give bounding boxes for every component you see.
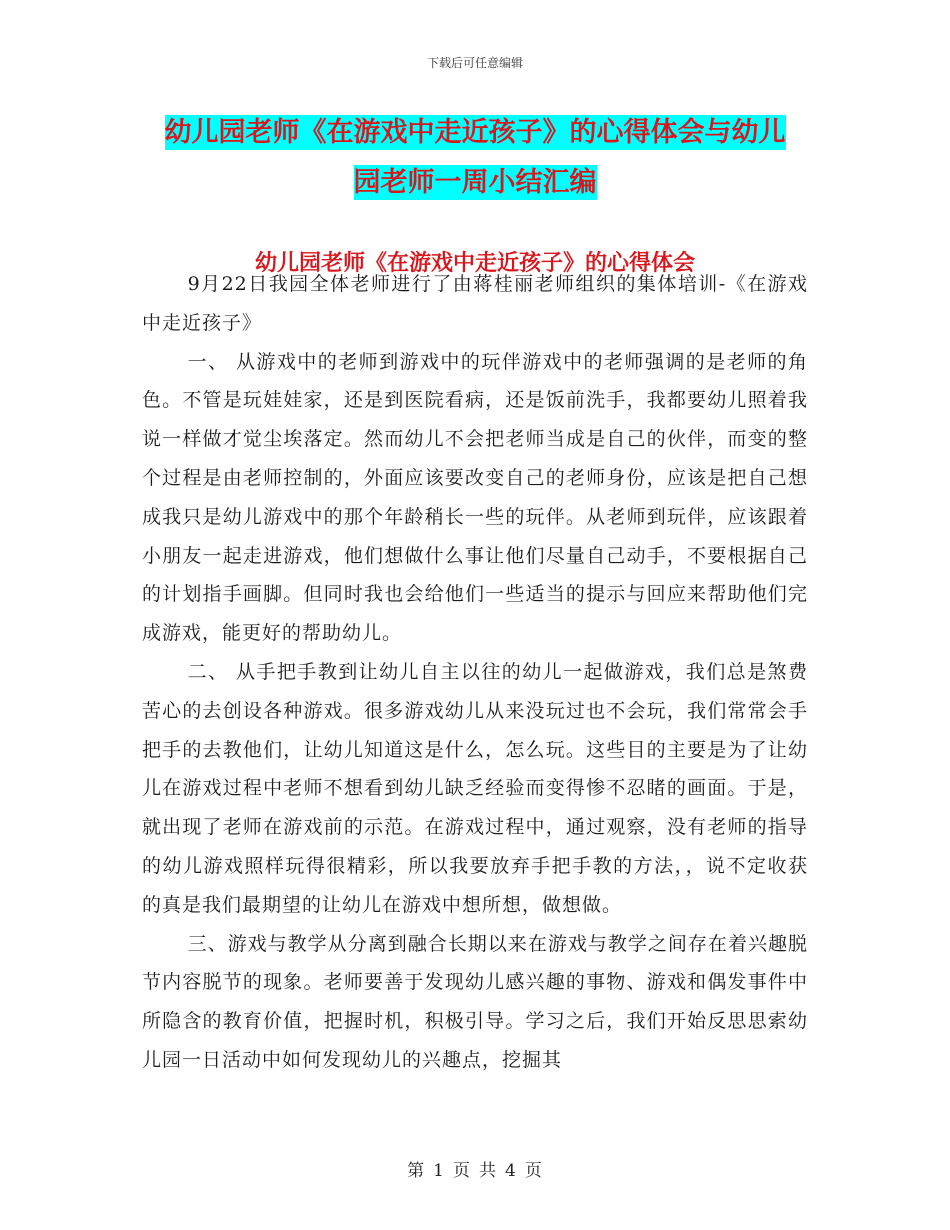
header-note: 下载后可任意编辑 (426, 56, 523, 70)
footer-page-number: 1 (433, 1161, 445, 1181)
section-title: 幼儿园老师《在游戏中走近孩子》的心得体会 (254, 250, 695, 276)
footer-page-unit: 页 (453, 1161, 471, 1181)
footer-total-prefix: 共 (479, 1161, 497, 1181)
paragraph-intro: 9月22日我园全体老师进行了由蒋桂丽老师组织的集体培训-《在游戏中走近孩子》 (142, 273, 808, 334)
paragraph-point-2: 二、 从手把手教到让幼儿自主以往的幼儿一起做游戏，我们总是煞费苦心的去创设各种游戏。很多游戏幼儿从来没玩过也不会玩，我们常常会手把手的去教他们，让幼儿知道这是什么，怎么玩。这些目的主要是为了让幼儿在游戏过程中老师不想看到幼儿缺乏经验而变得惨不忍睹的画面。于是，就出现了老师在游戏前的示范。在游戏过程中，通过观察，没有老师的指导的幼儿游戏照样玩得很精彩，所以我要放弃手把手教的方法，，说不定收获的真是我们最期望的让幼儿在游戏中想所想，做想做。 (142, 660, 808, 916)
footer-total-pages: 4 (505, 1161, 517, 1181)
footer-total-unit: 页 (524, 1161, 543, 1181)
page-footer (0, 1156, 950, 1181)
paragraph-point-3: 三、游戏与教学从分离到融合长期以来在游戏与教学之间存在着兴趣脱节内容脱节的现象。老师要善于发现幼儿感兴趣的事物、游戏和偶发事件中所隐含的教育价值，把握时机，积极引导。学习之后，我们开始反思思索幼儿园一日活动中如何发现幼儿的兴趣点，挖掘其 (142, 932, 808, 1071)
main-title-line-2: 园老师一周小结汇编 (353, 167, 597, 198)
paragraph-point-1: 一、 从游戏中的老师到游戏中的玩伴游戏中的老师强调的是老师的角色。不管是玩娃娃家，还是到医院看病，还是饭前洗手，我都要幼儿照着我说一样做才觉尘埃落定。然而幼儿不会把老师当成是自己的伙伴，而变的整个过程是由老师控制的，外面应该要改变自己的老师身份，应该是把自己想成我只是幼儿游戏中的那个年龄稍长一些的玩伴。从老师到玩伴，应该跟着小朋友一起走进游戏，他们想做什么事让他们尽量自己动手，不要根据自己的计划指手画脚。但同时我也会给他们一些适当的提示与回应来帮助他们完成游戏，能更好的帮助幼儿。 (142, 350, 808, 645)
footer-prefix: 第 (407, 1161, 426, 1181)
main-title (140, 108, 810, 208)
main-title-line-1: 幼儿园老师《在游戏中走近孩子》的心得体会与幼儿 (164, 117, 786, 148)
body-text (142, 265, 808, 1080)
